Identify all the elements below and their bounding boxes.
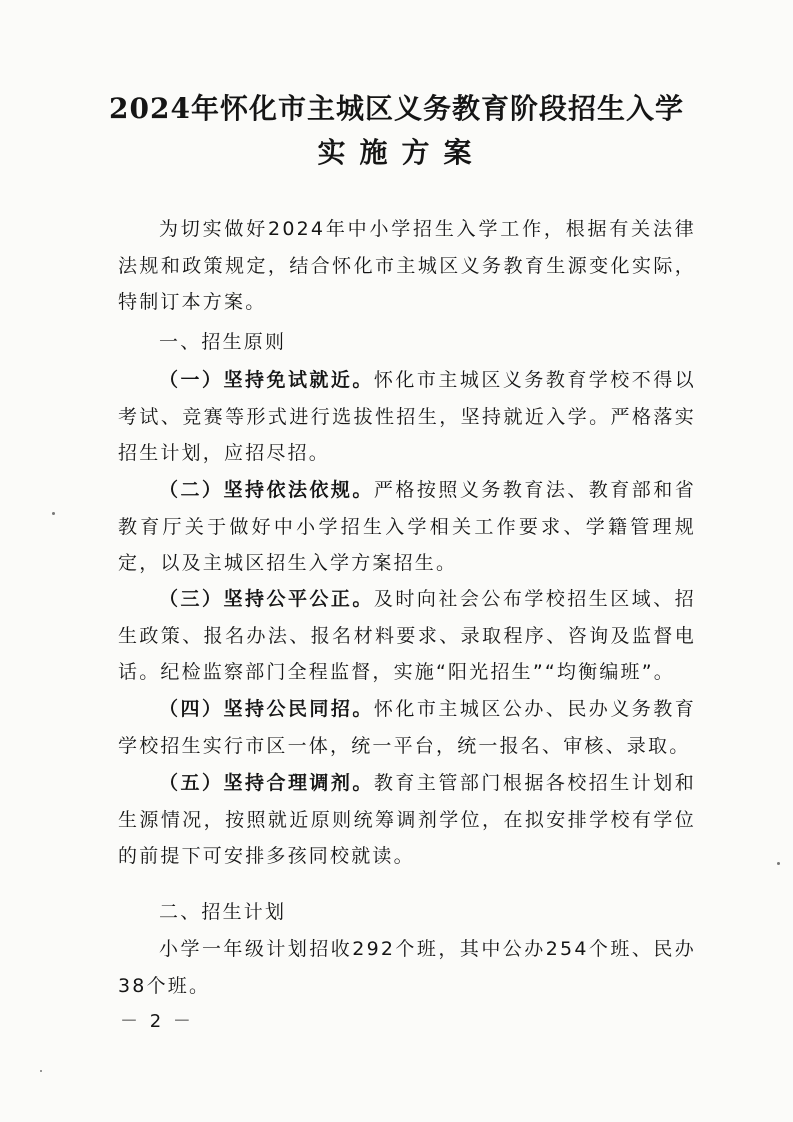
- document-title: 2024年怀化市主城区义务教育阶段招生入学: [109, 92, 684, 125]
- principle-paragraph: [118, 691, 696, 764]
- principle-text: 教育主管部门根据各校招生计划和生源情况，按照就近原则统筹调剂学位，在拟安排学校有学位的前提下可安排多孩同校就读。: [118, 772, 696, 867]
- document-subtitle: 实施方案: [317, 136, 486, 169]
- principle-lead: （一）坚持免试就近。: [159, 369, 374, 391]
- section-heading-principles: 一、招生原则: [159, 331, 287, 353]
- plan-paragraph: 小学一年级计划招收292个班，其中公办254个班、民办38个班。: [118, 938, 696, 997]
- section-heading-plan: 二、招生计划: [159, 901, 287, 923]
- intro-paragraph: 为切实做好2024年中小学招生入学工作，根据有关法律法规和政策规定，结合怀化市主城区义务教育生源变化实际，特制订本方案。: [118, 218, 696, 313]
- scan-speck: [52, 512, 55, 515]
- principle-paragraph: [118, 581, 696, 691]
- principle-paragraph: [118, 765, 696, 875]
- principle-paragraph: [118, 362, 696, 472]
- principle-paragraph: [118, 472, 696, 582]
- principle-text: 怀化市主城区公办、民办义务教育学校招生实行市区一体，统一平台，统一报名、审核、录取。: [118, 698, 696, 757]
- principle-lead: （三）坚持公平公正。: [159, 588, 374, 610]
- principle-text: 怀化市主城区义务教育学校不得以考试、竞赛等形式进行选拔性招生，坚持就近入学。严格落实招生计划，应招尽招。: [118, 369, 696, 464]
- scan-speck: [777, 862, 780, 865]
- principle-lead: （二）坚持依法依规。: [159, 479, 374, 501]
- principle-lead: （四）坚持公民同招。: [159, 698, 374, 720]
- principle-text: 严格按照义务教育法、教育部和省教育厅关于做好中小学招生入学相关工作要求、学籍管理规定，以及主城区招生入学方案招生。: [118, 479, 696, 574]
- principle-lead: （五）坚持合理调剂。: [159, 772, 374, 794]
- principle-text: 及时向社会公布学校招生区域、招生政策、报名办法、报名材料要求、录取程序、咨询及监督电话。纪检监察部门全程监督，实施“阳光招生”“均衡编班”。: [118, 588, 696, 683]
- scan-speck: [40, 1070, 42, 1072]
- page-number: － 2 －: [120, 1011, 194, 1032]
